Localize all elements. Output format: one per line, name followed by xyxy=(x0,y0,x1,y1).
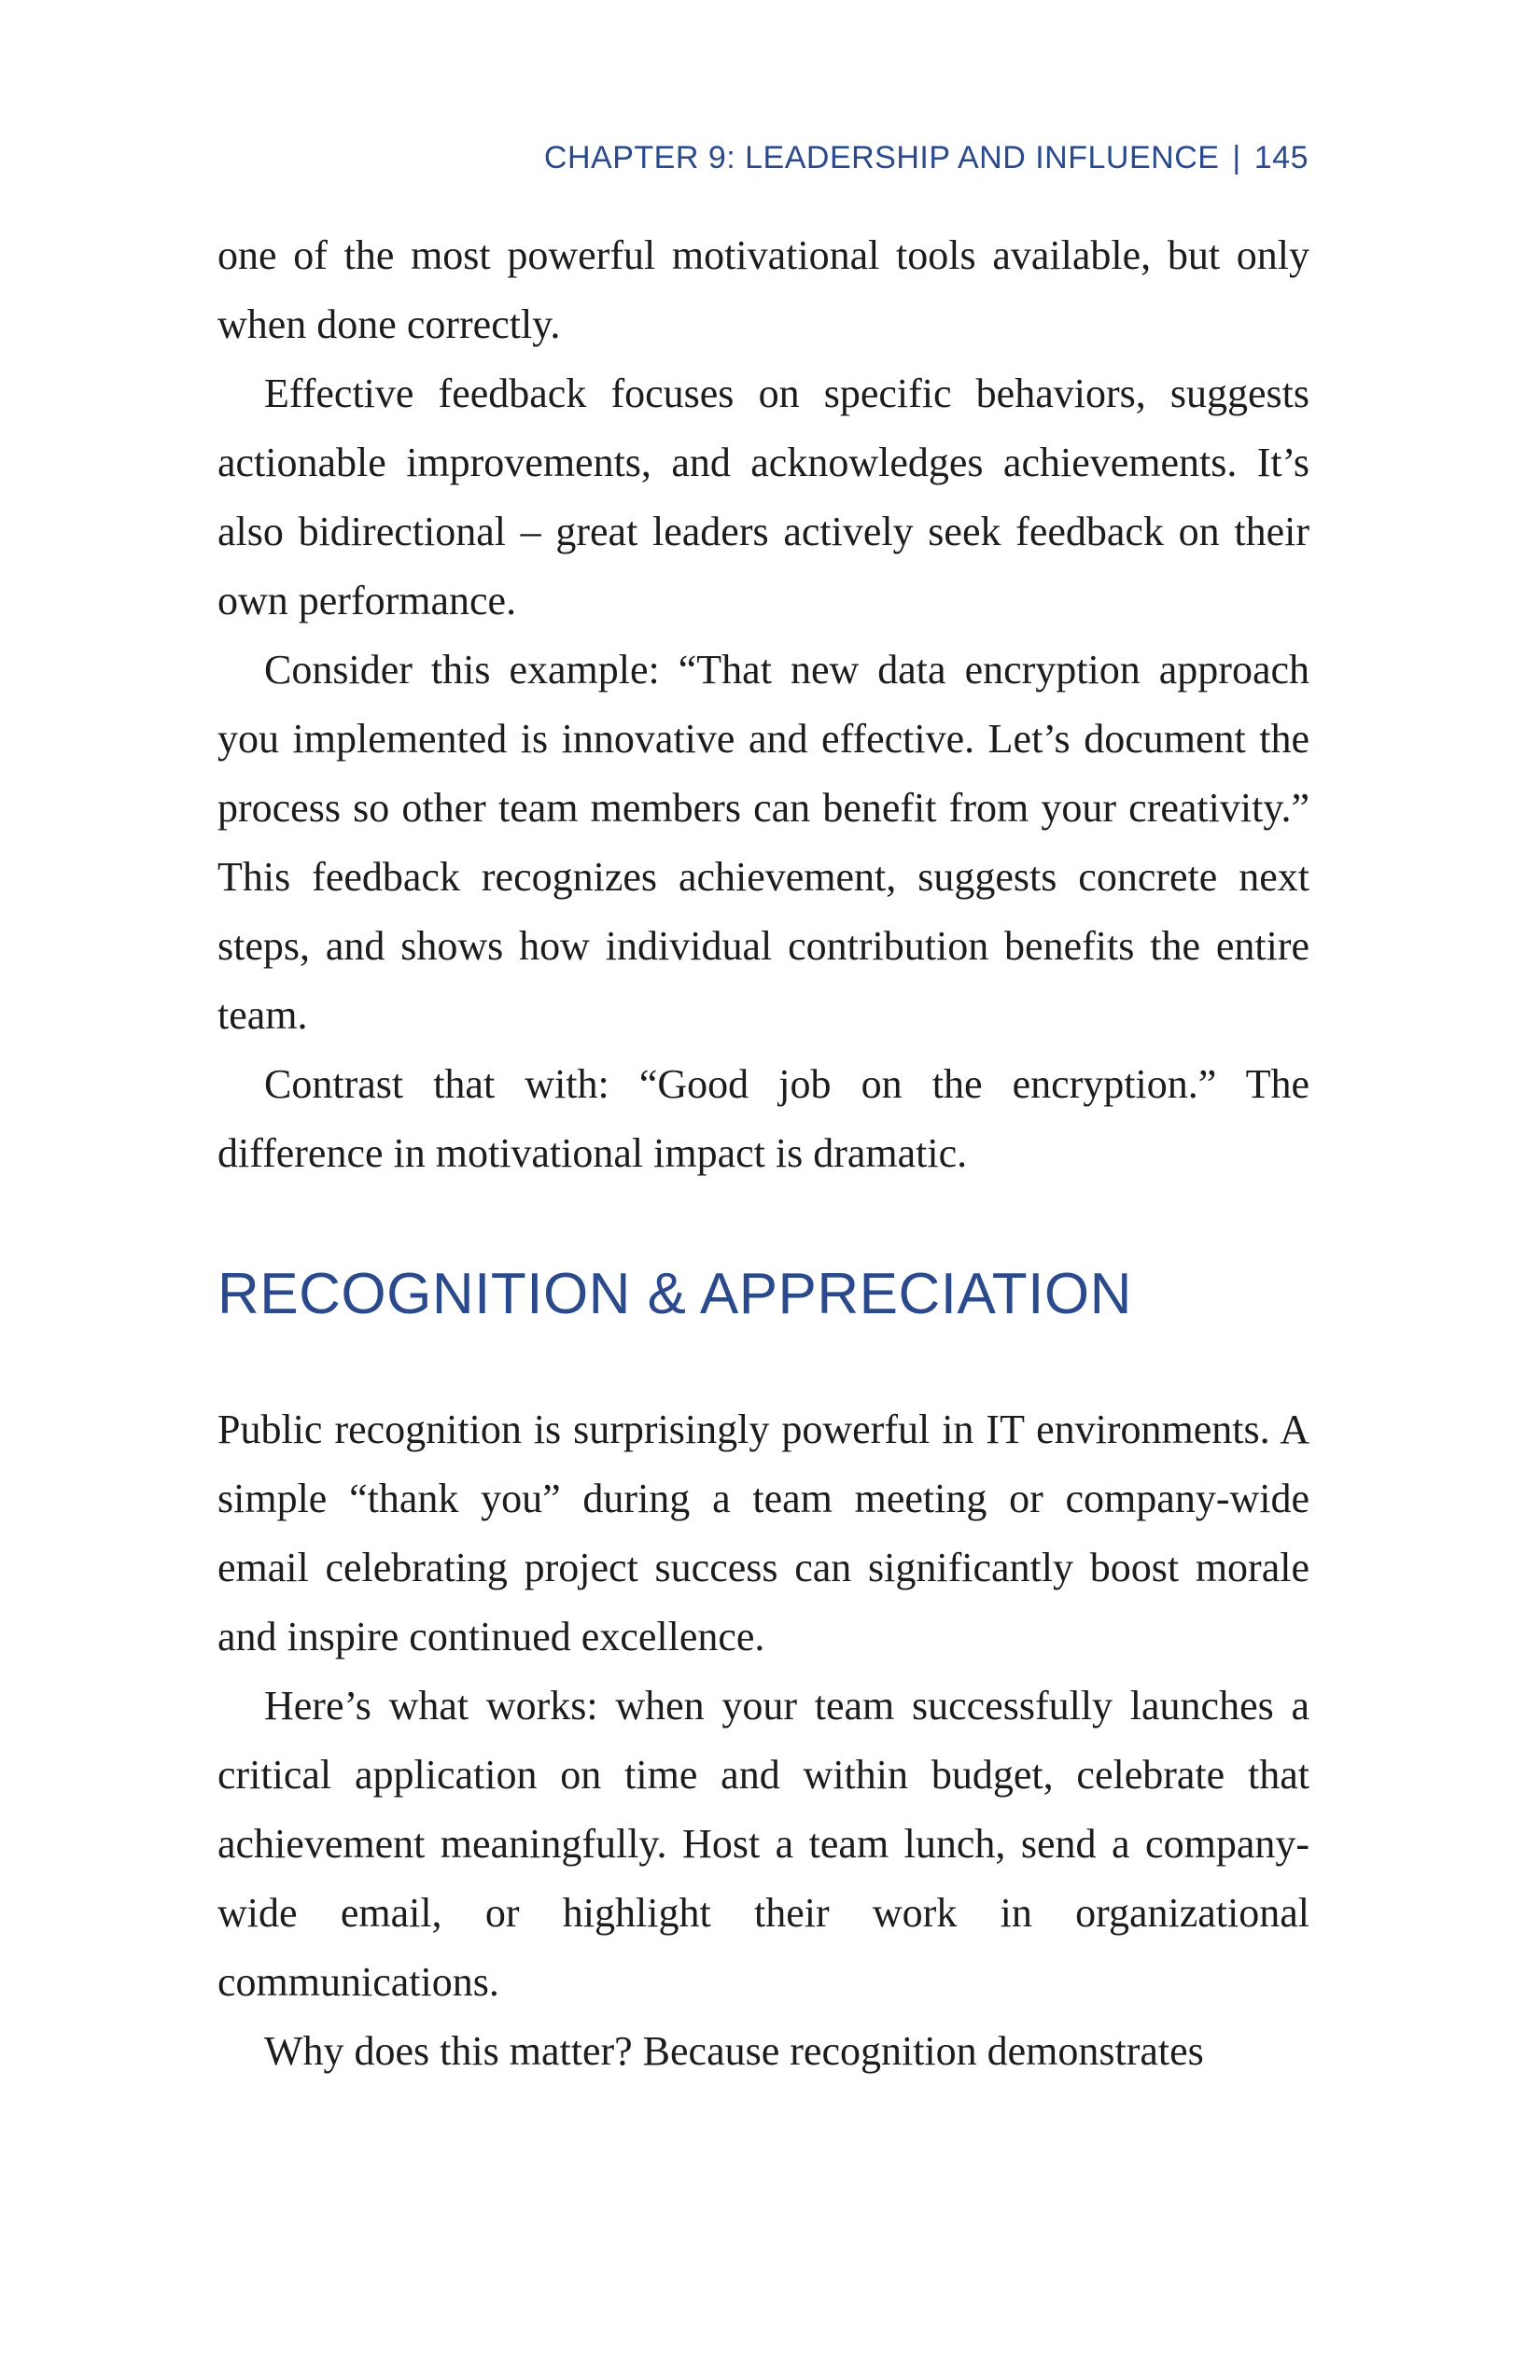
paragraph-what-works: Here’s what works: when your team successfully launches a critical application on time and within budget, celebrate that achievement meaningfully. Host a team lunch, send a company-wide email, or highlight their work in organizational communications. xyxy=(217,1683,1309,2005)
section-heading: RECOGNITION & APPRECIATION xyxy=(217,1262,1132,1326)
header-separator: | xyxy=(1232,140,1241,175)
running-header xyxy=(544,140,1309,176)
page-number: 145 xyxy=(1253,140,1309,175)
chapter-title: CHAPTER 9: LEADERSHIP AND INFLUENCE xyxy=(543,140,1220,175)
paragraph-contrast: Contrast that with: “Good job on the encryption.” The difference in motivational impact is dramatic. xyxy=(217,1061,1309,1176)
paragraph-public-recognition: Public recognition is surprisingly powerful in IT environments. A simple “thank you” during a team meeting or company-wide email celebrating project success can significantly boost morale and inspire continued excellence. xyxy=(217,1407,1309,1659)
paragraph-effective-feedback: Effective feedback focuses on specific behaviors, suggests actionable improvements, and acknowledges achievements. It’s also bidirectional – great leaders actively seek feedback on their own performance. xyxy=(217,371,1309,623)
paragraph-why-matters: Why does this matter? Because recognition demonstrates xyxy=(264,2028,1204,2074)
paragraph-continued: one of the most powerful motivational tools available, but only when done correctly. xyxy=(217,232,1309,347)
page-body xyxy=(217,221,1309,2086)
paragraph-example: Consider this example: “That new data encryption approach you implemented is innovative and effective. Let’s document the process so other team members can benefit from your creativity.” This feedback recognizes achievement, suggests concrete next steps, and shows how individual contribution benefits the entire team. xyxy=(217,647,1309,1038)
